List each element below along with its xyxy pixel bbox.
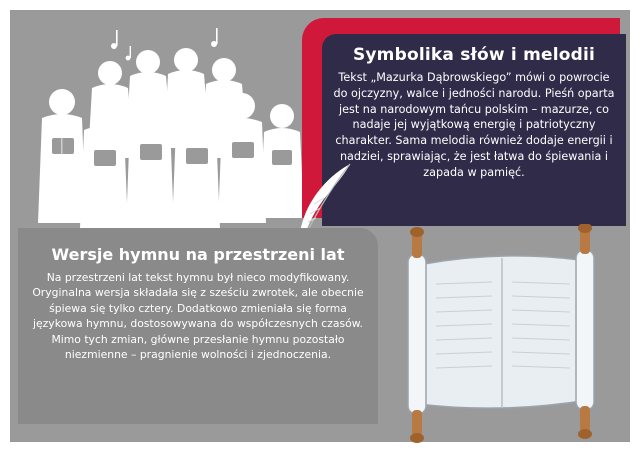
versions-body: Na przestrzeni lat tekst hymnu był nieco modyfikowany. Oryginalna wersja składała się z sześciu zwrotek, ale obecnie śpiewa się tylko cztery. Dodatkowo zmieniała się forma językowa hymnu, dostosowywana do współczesnych czasów. Mimo tych zmian, główne przesłanie hymnu pozostało niezmienne – pragnienie wolności i zjednoczenia. — [32, 271, 364, 362]
music-note-icon — [111, 28, 218, 60]
symbolism-card — [322, 34, 626, 226]
versions-title: Wersje hymnu na przestrzeni lat — [51, 245, 345, 264]
choir-silhouette-illustration — [18, 18, 318, 238]
parchment-scroll-illustration — [374, 224, 628, 446]
symbolism-body: Tekst „Mazurka Dąbrowskiego” mówi o powrocie do ojczyzny, walce i jedności narodu. Pieśń oparta jest na narodowym tańcu polskim – mazurze, co nadaje jej wyjątkową energię i patriotyczny charakter. Sama melodia również dodaje energii i nadziei, sprawiając, że jest łatwa do śpiewania i zapada w pamięć. — [333, 71, 615, 179]
symbolism-title: Symbolika słów i melodii — [352, 45, 596, 65]
versions-card — [18, 228, 378, 424]
